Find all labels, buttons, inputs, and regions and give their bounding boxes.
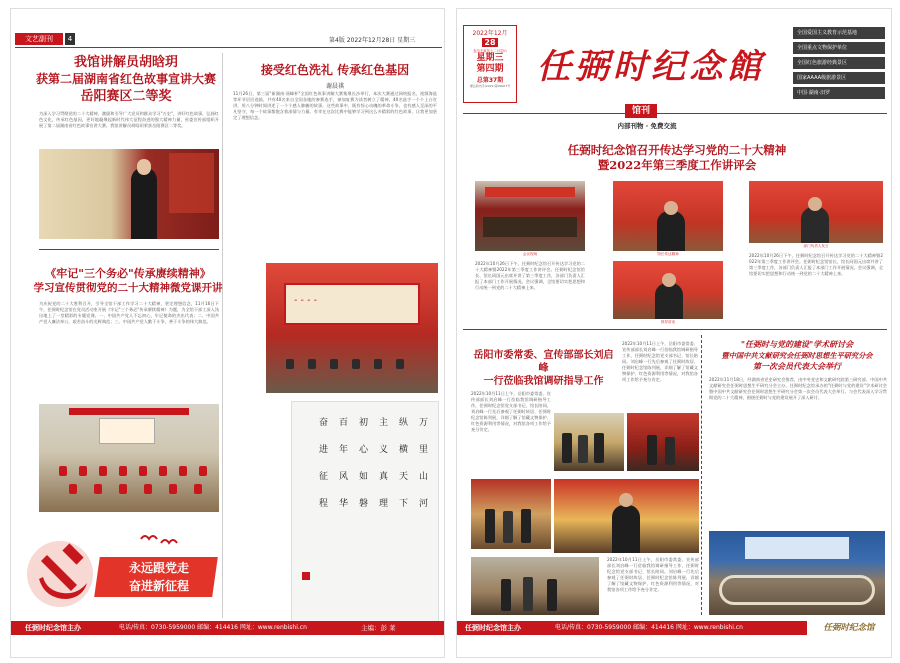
page-number: 4 [65,33,75,45]
visitor [501,579,511,611]
article3-title [233,62,437,90]
left-footer-editor: 主编：彭 莱 [361,624,396,632]
seat [94,484,102,494]
visitor [503,511,513,543]
right-footer-contact: 电话/传真：0730-5959000 邮编：414416 网址：www.renbishi.cn [555,624,743,631]
date-yearmonth: 2022年12月 [472,30,508,37]
portrait-body [612,505,640,553]
meeting-banner [485,187,575,197]
leader-body [655,283,683,319]
calligraphy-char: 义 [378,445,388,455]
speaker-figure [131,167,157,239]
visit-title [471,349,616,388]
calligraphy-char: 如 [358,472,368,482]
hall-tag-1: 全国爱国主义教育示范基地 [793,27,885,39]
meeting-photo-speaker2 [749,181,883,243]
visitor [578,435,588,463]
seminar-title-line1: "任弼时与党的建设"学术研讨会 [740,339,854,349]
seat [79,466,87,476]
seminar-screen [745,537,849,559]
visit-title-line1: 岳阳市委常委、宣传部部长刘启峰 [473,350,614,374]
photo-caption-4: 领导讲话 [660,320,676,324]
seat [69,484,77,494]
article1-body: 为深入学习贯彻党的二十大精神，激励和引导广大党员和群众学习"五史"，讲好红色故事，弘扬红色文化，传承红色基因，更好地凝聚起新时代伟大征程奋进的强大精神力量，省委宣传部组织开展了第二届湖南省红色故事宣讲大赛。我馆讲解员胡晗玥荣获岳阳赛区二等奖。 [39,111,219,128]
meeting-photo-leader [613,261,723,319]
headline-line2: 暨2022年第三季度工作讲评会 [597,158,757,172]
calligraphy-char: 磐 [358,499,368,509]
seat [194,484,202,494]
calligraphy-col-1 [418,418,429,526]
seminar-table [719,575,875,605]
calligraphy-char: 主 [378,418,388,428]
seat [179,466,187,476]
visitor [647,435,657,465]
stage-screen-text: - - - - [294,295,318,306]
article2-title [33,267,223,295]
hall-tag-4: 国家AAAA级旅游景区 [793,72,885,84]
calligraphy-col-4 [358,418,369,526]
calligraphy-char: 奋 [318,418,328,428]
visit-photo-exhibit [627,413,699,471]
visitor [665,437,675,465]
calligraphy-char: 万 [418,418,428,428]
headline-body-left: 2022年10月26日下午，任弼时纪念馆召开传达学习党的二十大精神暨2022年第三季度工作讲评会。任弼时纪念馆馆长、馆长同国元出席并讲了第三季度工作，各部门负责人汇报了本部门工作开展情况。会议强调，全馆要切实把思想和行动统一到党的二十大精神上来。 [475,261,585,290]
meeting-photo-hall [475,181,585,251]
visit-photo-group [554,413,624,471]
date-lunar: 农历壬寅年十二月初六 [473,49,507,53]
calligraphy-char: 年 [338,445,348,455]
audience [308,359,316,369]
photo-caption-1: 会议现场 [522,252,538,256]
visitor [562,433,572,463]
calligraphy-col-3 [378,418,389,526]
date-box [463,25,517,103]
calligraphy-char: 真 [378,472,388,482]
seat [99,466,107,476]
calligraphy-col-6 [318,418,329,526]
hall-tag-2: 全国重点文物保护单位 [793,42,885,54]
right-footer-organizer: 任弼时纪念馆主办 [465,624,521,632]
audience [330,359,338,369]
calligraphy-char: 山 [418,472,428,482]
calligraphy-char: 理 [378,499,388,509]
section-rule [463,329,887,330]
calligraphy-col-2 [398,418,409,526]
leader-head [662,273,676,287]
seat [144,484,152,494]
calligraphy-col-5 [338,418,349,526]
calligraphy-char: 纵 [398,418,408,428]
article3-author: 谢晨祺 [325,83,344,90]
speaker1-head [664,201,678,215]
visit-body-right: 2022年10月11日上午，岳阳市委常委、宣传部部长刘启峰一行莅临我馆调研指导工作，任弼时纪念馆党支部书记、馆长陪同。刘启峰一行先后参观了任弼时故居、任弼时纪念馆陈列展，详细了解了馆藏文物保护、红色资源利用等情况，对我馆各项工作给予充分肯定。 [622,341,698,382]
seminar-title-line3: 第一次会员代表大会举行 [753,361,841,371]
speaker-head [137,159,151,175]
audience [374,359,382,369]
date-issue: 第四期 [476,64,504,74]
portrait-head [619,493,633,507]
article1-title-line2: 获第二届湖南省红色故事宣讲大赛 [35,72,216,86]
party-banner [19,529,219,621]
date-total: 总第37期 [476,77,504,84]
lower-column-divider [701,335,702,615]
headline-body-right: 2022年10月26日下午，任弼时纪念馆召开传达学习党的二十大精神暨2022年第三季度工作讲评会。任弼时纪念馆馆长、馆长同国元出席并讲了第三季度工作，各部门负责人汇报了本部门工作开展情况。会议强调，全馆要切实把思想和行动统一到党的二十大精神上来。 [749,253,883,276]
calligraphy-char: 天 [398,472,408,482]
masthead-rule [463,113,887,114]
flying-birds-icon [139,531,179,547]
calligraphy-char: 初 [358,418,368,428]
visit-photo-portrait [554,479,699,553]
seat [59,466,67,476]
calligraphy-char: 横 [398,445,408,455]
paper-name: 馆刊 [625,104,657,118]
article1-photo [39,149,219,239]
slogan-line1: 永远跟党走 [128,561,189,575]
calligraphy-char: 百 [338,418,348,428]
photo-caption-2: 馆长传达精神 [657,252,679,256]
hammer-sickle-icon [25,539,95,609]
article3-body: 11月26日，第三届"新湖南·谣峰杯"全国红色故事讲解大赛集聚长沙举行，本次大赛通过网络报名，视频海选等环节层层选拔，共有40名来自全国各地的参赛选手，参加复赛为读者树立了精神。40名选手一个个上台宣讲，用八分钟时间讲述了一个个感人肺腑的故事，这些故事中，既有惊心动魄的革命斗争，也有感人至深的平凡坚守，每一个故事都饱含着深情与力量。有幸在这次比赛中能够学习到这么多精彩的红色故事，让我更加坚定了理想信念。 [233,91,437,120]
article2-photo-classroom [39,404,219,512]
headline-line1: 任弼时纪念馆召开传达学习党的二十大精神 [567,143,787,157]
left-footer-contact: 电话/传真：0730-5959000 邮编：414416 网址：www.renbishi.cn [119,624,307,631]
date-code: 湘岳新内字(2021)第00007号 [469,84,511,88]
visit-body-left: 2022年10月11日上午，岳阳市委常委、宣传部部长刘启峰一行莅临我馆调研指导工作，任弼时纪念馆党支部书记、馆长陪同。刘启峰一行先后参观了任弼时故居、任弼时纪念馆陈列展，详细了解了馆藏文物保护、红色资源利用等情况，对我馆各项工作给予充分肯定。 [471,391,551,432]
seat [169,484,177,494]
screen [99,418,155,444]
article2-body: 为庆祝党的二十大胜利召开，引导全馆干部工作学习二十大精神，坚定理想信念，11月16日下午，任弼时纪念馆在党员活动室开展《牢记"三个务必"传承赓续精神》为题，为全馆干部工深入浅出地上了一堂精彩的专题党课。一、中国共产党人不忘初心，牢记使命的杰出代表；二、中国共产党人廉洁奉公，艰苦奋斗的光辉典范；三、中国共产党人勤于斗争，善于斗争的伟大典范。 [39,301,219,324]
visit-photo-museum [471,557,599,615]
audience [286,359,294,369]
section-tag: 文艺副刊 [15,33,63,45]
right-page [456,8,892,658]
calligraphy-artwork [291,401,439,623]
seat [159,466,167,476]
podium-glow [169,153,214,213]
meeting-table [483,217,577,237]
seat [119,484,127,494]
visitor [521,509,531,543]
calligraphy-char: 河 [418,499,428,509]
calligraphy-char: 程 [318,499,328,509]
hall-tag-5: 中国·湖南·汨罗 [793,87,885,99]
left-page [10,8,445,658]
seminar-title [707,339,887,372]
seat [119,466,127,476]
visit-photo-gallery [471,479,551,549]
speaker2-head [808,197,822,211]
visitor [485,509,495,543]
seminar-body: 2022年11月18日，经湖南省党史研究会推荐，由中央党史和文献研究院第三研究部、中国中共文献研究会任弼时思想生平研究分会主办，任弼时纪念馆承办的"任弼时与党的建设"学术研讨会暨中国中共文献研究会任弼时思想生平研究分会第一次会员代表大会举行。与会代表深入学习贯彻党的二十大精神，围绕任弼时与党的建设展开了深入研讨。 [709,377,887,400]
article3-photo-stage [266,263,438,393]
footer-logo: 任弼时纪念馆 [807,620,891,636]
photo-caption-3: 部门负责人发言 [803,244,829,248]
seminar-photo [709,531,885,615]
headline [537,143,817,173]
calligraphy-char: 征 [318,472,328,482]
left-footer [11,621,444,635]
speaker1-body [657,211,685,251]
article1-title [31,54,221,105]
article1-title-line3: 岳阳赛区二等奖 [80,89,172,104]
calligraphy-char: 里 [418,445,428,455]
header-rule [15,47,442,48]
masthead-title: 任弼时纪念館 [537,47,765,87]
visitor [523,577,533,611]
seat [199,466,207,476]
calligraphy-char: 风 [338,472,348,482]
calligraphy-char: 心 [358,445,368,455]
visitor [547,579,557,611]
date-weekday: 星期三 [476,53,504,63]
calligraphy-seal [302,572,310,580]
seminar-title-line2: 暨中国中共文献研究会任弼时思想生平研究分会 [721,351,873,360]
slogan-line2: 奋进新征程 [128,579,189,593]
seat [139,466,147,476]
visitor [594,433,604,463]
calligraphy-char: 华 [338,499,348,509]
article1-title-line1: 我馆讲解员胡晗玥 [73,55,178,70]
article2-title-line2: 学习宣传贯彻党的二十大精神微党课开讲 [33,282,223,294]
paper-subtitle: 内部刊物 · 免费交流 [617,122,677,130]
speaker2-body [801,207,829,243]
meeting-photo-speaker1 [613,181,723,251]
calligraphy-char: 进 [318,445,328,455]
visit-title-line2: 一行莅临我馆调研指导工作 [483,376,604,387]
article3-title-text: 接受红色洗礼 传承红色基因 [260,63,410,77]
audience [396,359,404,369]
visit-body-bottom-right: 2022年10月11日上午，岳阳市委常委、宣传部部长刘启峰一行莅临我馆调研指导工作，任弼时纪念馆党支部书记、馆长陪同。刘启峰一行先后参观了任弼时故居、任弼时纪念馆陈列展，详细了解了馆藏文物保护、红色资源利用等情况，对我馆各项工作给予充分肯定。 [607,557,699,592]
article-rule-1 [39,249,219,250]
hall-tag-3: 全国红色旅游经典景区 [793,57,885,69]
red-banner [69,408,189,415]
audience [352,359,360,369]
article2-title-line1: 《牢记"三个务必"传承赓续精神》 [45,267,211,280]
left-footer-organizer: 任弼时纪念馆主办 [25,624,81,632]
calligraphy-char: 下 [398,499,408,509]
date-day: 28 [482,38,498,47]
issue-line: 第4版 2022年12月28日 星期三 [329,37,416,44]
column-divider [222,53,223,618]
